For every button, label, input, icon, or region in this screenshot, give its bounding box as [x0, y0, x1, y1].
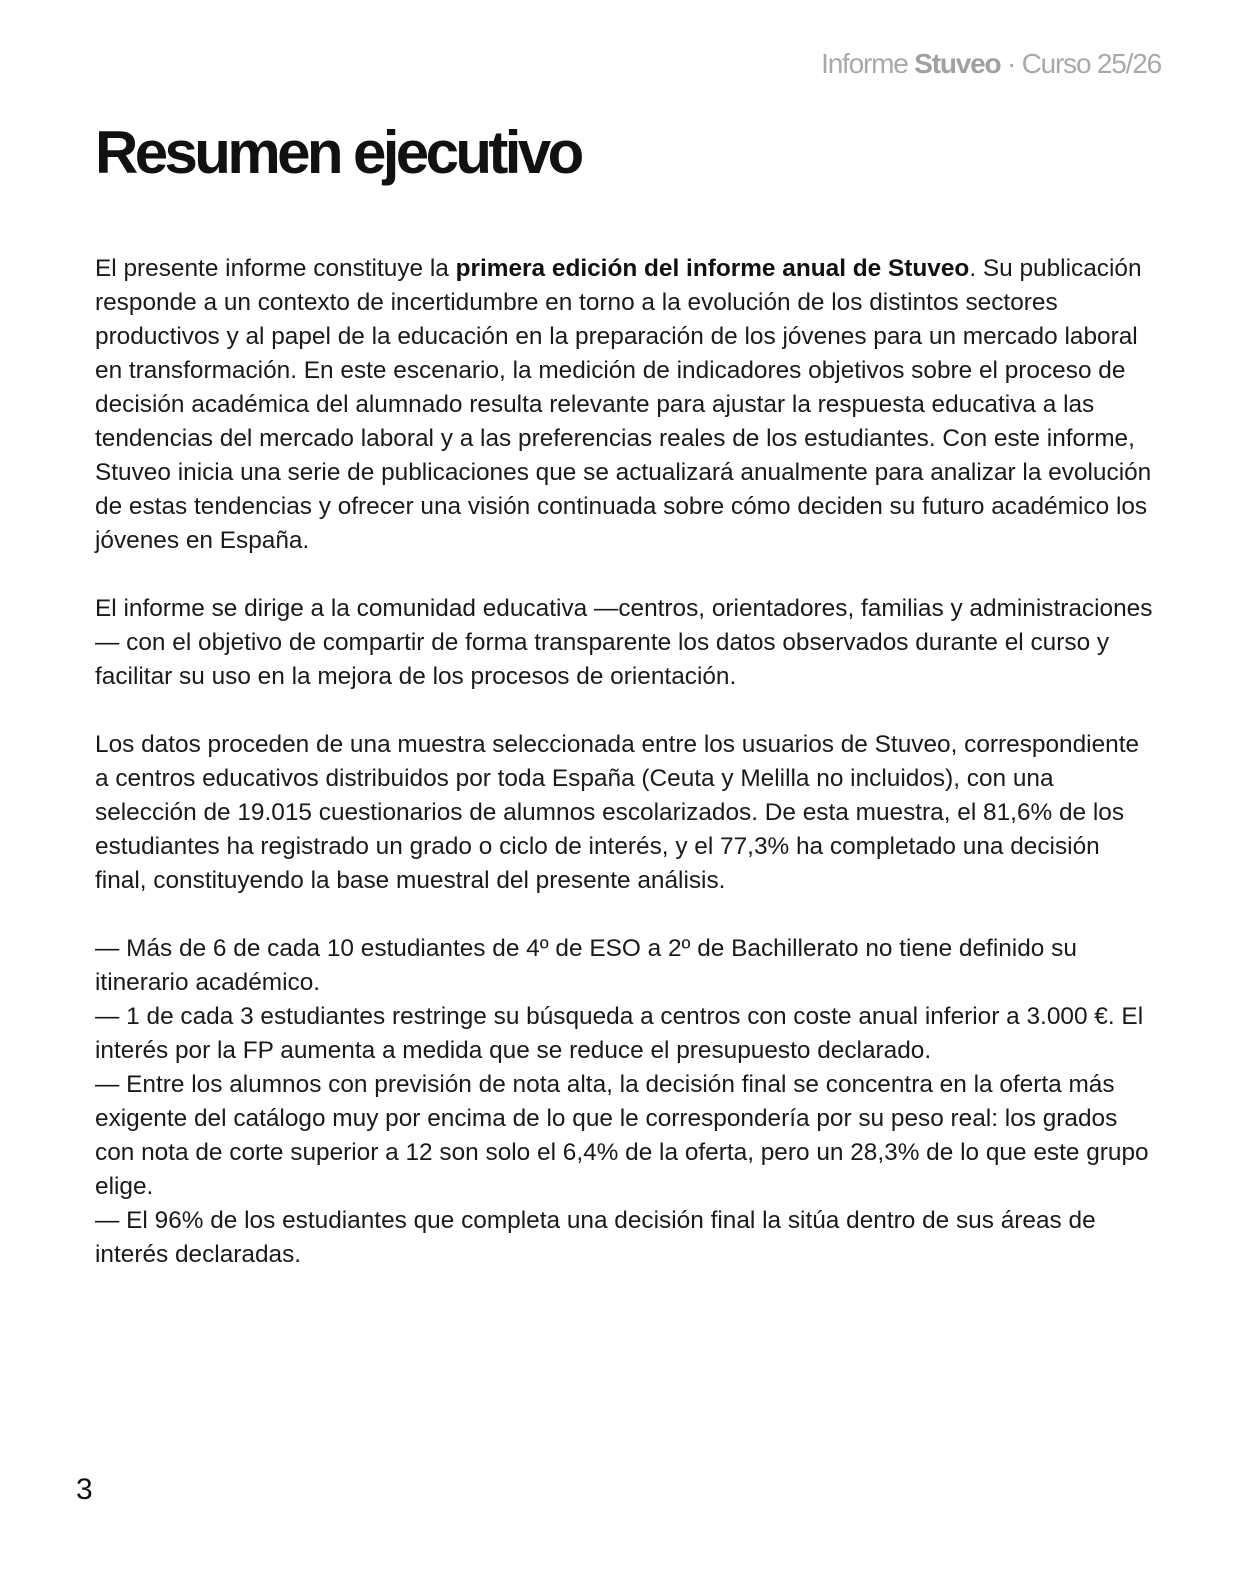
paragraph-intro	[95, 252, 1155, 558]
highlights-list	[95, 932, 1155, 1272]
paragraph-data-source: Los datos proceden de una muestra seleccionada entre los usuarios de Stuveo, correspondiente a centros educativos distribuidos por toda España (Ceuta y Melilla no incluidos), con una selección de 19.015 cuestionarios de alumnos escolarizados. De esta muestra, el 81,6% de los estudiantes ha registrado un grado o ciclo de interés, y el 77,3% ha completado una decisión final, constituyendo la base muestral del presente análisis.	[95, 731, 1140, 894]
paragraph-audience: El informe se dirige a la comunidad educativa —centros, orientadores, familias y administraciones— con el objetivo de compartir de forma transparente los datos observados durante el curso y facilitar su uso en la mejora de los procesos de orientación.	[95, 595, 1153, 690]
header-prefix: Informe	[821, 48, 915, 79]
header-brand: Stuveo	[914, 48, 1001, 79]
highlight-item: — El 96% de los estudiantes que completa una decisión final la sitúa dentro de sus áreas de interés declaradas.	[95, 1207, 1096, 1268]
highlight-item: — 1 de cada 3 estudiantes restringe su búsqueda a centros con coste anual inferior a 3.000 €. El interés por la FP aumenta a medida que se reduce el presupuesto declarado.	[95, 1003, 1144, 1064]
paragraph-intro-start: El presente informe constituye la	[95, 255, 456, 282]
paragraph-intro-rest: . Su publicación responde a un contexto de incertidumbre en torno a la evolución de los distintos sectores productivos y al papel de la educación en la preparación de los jóvenes para un mercado laboral en transformación. En este escenario, la medición de indicadores objetivos sobre el proceso de decisión académica del alumnado resulta relevante para ajustar la respuesta educativa a las tendencias del mercado laboral y a las preferencias reales de los estudiantes. Con este informe, Stuveo inicia una serie de publicaciones que se actualizará anualmente para analizar la evolución de estas tendencias y ofrecer una visión continuada sobre cómo deciden su futuro académico los jóvenes en España.	[95, 255, 1152, 554]
highlight-item: — Más de 6 de cada 10 estudiantes de 4º de ESO a 2º de Bachillerato no tiene definido su itinerario académico.	[95, 935, 1077, 996]
running-header	[821, 48, 1161, 80]
highlight-item: — Entre los alumnos con previsión de nota alta, la decisión final se concentra en la oferta más exigente del catálogo muy por encima de lo que le correspondería por su peso real: los grados con nota de corte superior a 12 son solo el 6,4% de la oferta, pero un 28,3% de lo que este grupo elige.	[95, 1071, 1149, 1200]
body-text	[95, 252, 1155, 1272]
paragraph-intro-highlight: primera edición del informe anual de Stuveo	[455, 255, 970, 282]
page-number: 3	[76, 1473, 93, 1506]
page-title: Resumen ejecutivo	[95, 119, 581, 186]
header-suffix: · Curso 25/26	[1000, 48, 1161, 79]
